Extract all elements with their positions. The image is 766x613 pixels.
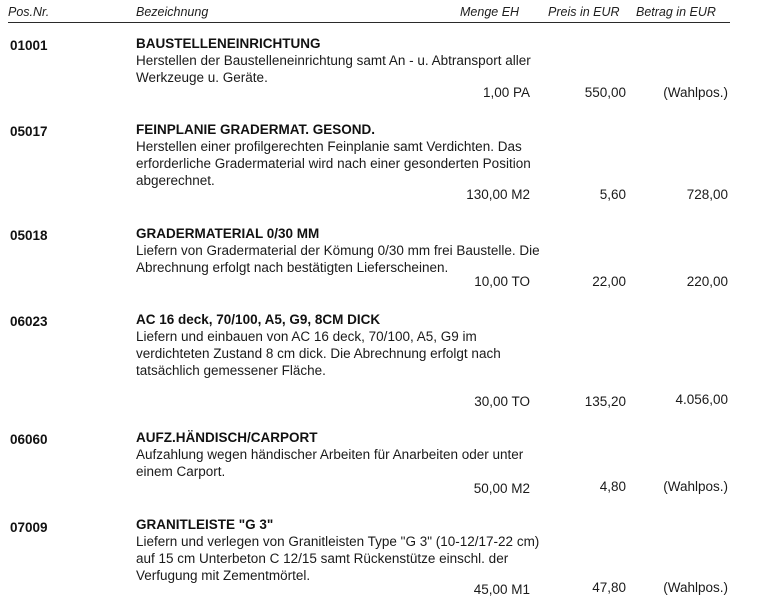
position-text-line: Herstellen der Baustelleneinrichtung samt An - u. Abtransport aller [136,53,531,68]
position-number: 05018 [10,228,48,243]
position-text-line: einem Carport. [136,464,226,479]
position-unit-price: 4,80 [599,479,626,494]
position-description [136,311,606,379]
position-description [136,225,606,276]
position-description [136,121,606,189]
position-text-line: Liefern und verlegen von Granitleisten Type "G 3" (10-12/17-22 cm) [136,534,540,549]
position-description [136,429,606,480]
position-number: 01001 [10,38,48,53]
position-amount: 4.056,00 [675,392,728,407]
position-amount: (Wahlpos.) [663,85,728,100]
position-number: 05017 [10,124,48,139]
position-quantity: 130,00 M2 [466,187,530,202]
position-quantity: 45,00 M1 [473,582,530,597]
position-quantity: 10,00 TO [474,274,530,289]
header-pos-nr: Pos.Nr. [8,5,50,19]
position-quantity: 50,00 M2 [473,481,530,496]
position-unit-price: 5,60 [599,187,626,202]
position-unit-price: 47,80 [592,580,626,595]
header-preis: Preis in EUR [548,5,620,19]
position-amount: (Wahlpos.) [663,479,728,494]
position-quantity: 30,00 TO [474,394,530,409]
position-text-line: Verfugung mit Zementmörtel. [136,568,311,583]
position-unit-price: 22,00 [592,274,626,289]
position-title: AC 16 deck, 70/100, A5, G9, 8CM DICK [136,312,381,327]
position-text-line: Abrechnung erfolgt nach bestätigten Lieferscheinen. [136,260,449,275]
position-text-line: abgerechnet. [136,173,215,188]
header-betrag: Betrag in EUR [636,5,716,19]
position-text-line: verdichteten Zustand 8 cm dick. Die Abrechnung erfolgt nach [136,346,501,361]
position-description [136,35,606,86]
position-amount: 728,00 [686,187,728,202]
position-unit-price: 550,00 [584,85,626,100]
position-number: 07009 [10,520,48,535]
position-text-line: Herstellen einer profilgerechten Feinplanie samt Verdichten. Das [136,139,522,154]
position-number: 06060 [10,432,48,447]
position-number: 06023 [10,314,48,329]
position-amount: (Wahlpos.) [663,580,728,595]
position-amount: 220,00 [686,274,728,289]
position-quantity: 1,00 PA [482,85,530,100]
position-title: GRADERMATERIAL 0/30 MM [136,226,320,241]
position-text-line: auf 15 cm Unterbeton C 12/15 samt Rückenstütze einschl. der [136,551,509,566]
header-bezeichnung: Bezeichnung [136,5,209,19]
position-unit-price: 135,20 [584,394,626,409]
position-description [136,516,606,584]
position-text-line: Werkzeuge u. Geräte. [136,70,268,85]
position-title: GRANITLEISTE "G 3" [136,517,274,532]
header-menge-eh: Menge EH [460,5,520,19]
position-text-line: Liefern und einbauen von AC 16 deck, 70/100, A5, G9 im [136,329,477,344]
position-title: BAUSTELLENEINRICHTUNG [136,36,321,51]
position-text-line: Liefern von Gradermaterial der Kömung 0/30 mm frei Baustelle. Die [136,243,540,258]
position-text-line: erforderliche Gradermaterial wird nach einer gesonderten Position [136,156,531,171]
position-title: AUFZ.HÄNDISCH/CARPORT [136,430,318,445]
position-text-line: tatsächlich gemessener Fläche. [136,363,326,378]
position-text-line: Aufzahlung wegen händischer Arbeiten für Anarbeiten oder unter [136,447,524,462]
header-divider [8,22,730,23]
position-title: FEINPLANIE GRADERMAT. GESOND. [136,122,376,137]
